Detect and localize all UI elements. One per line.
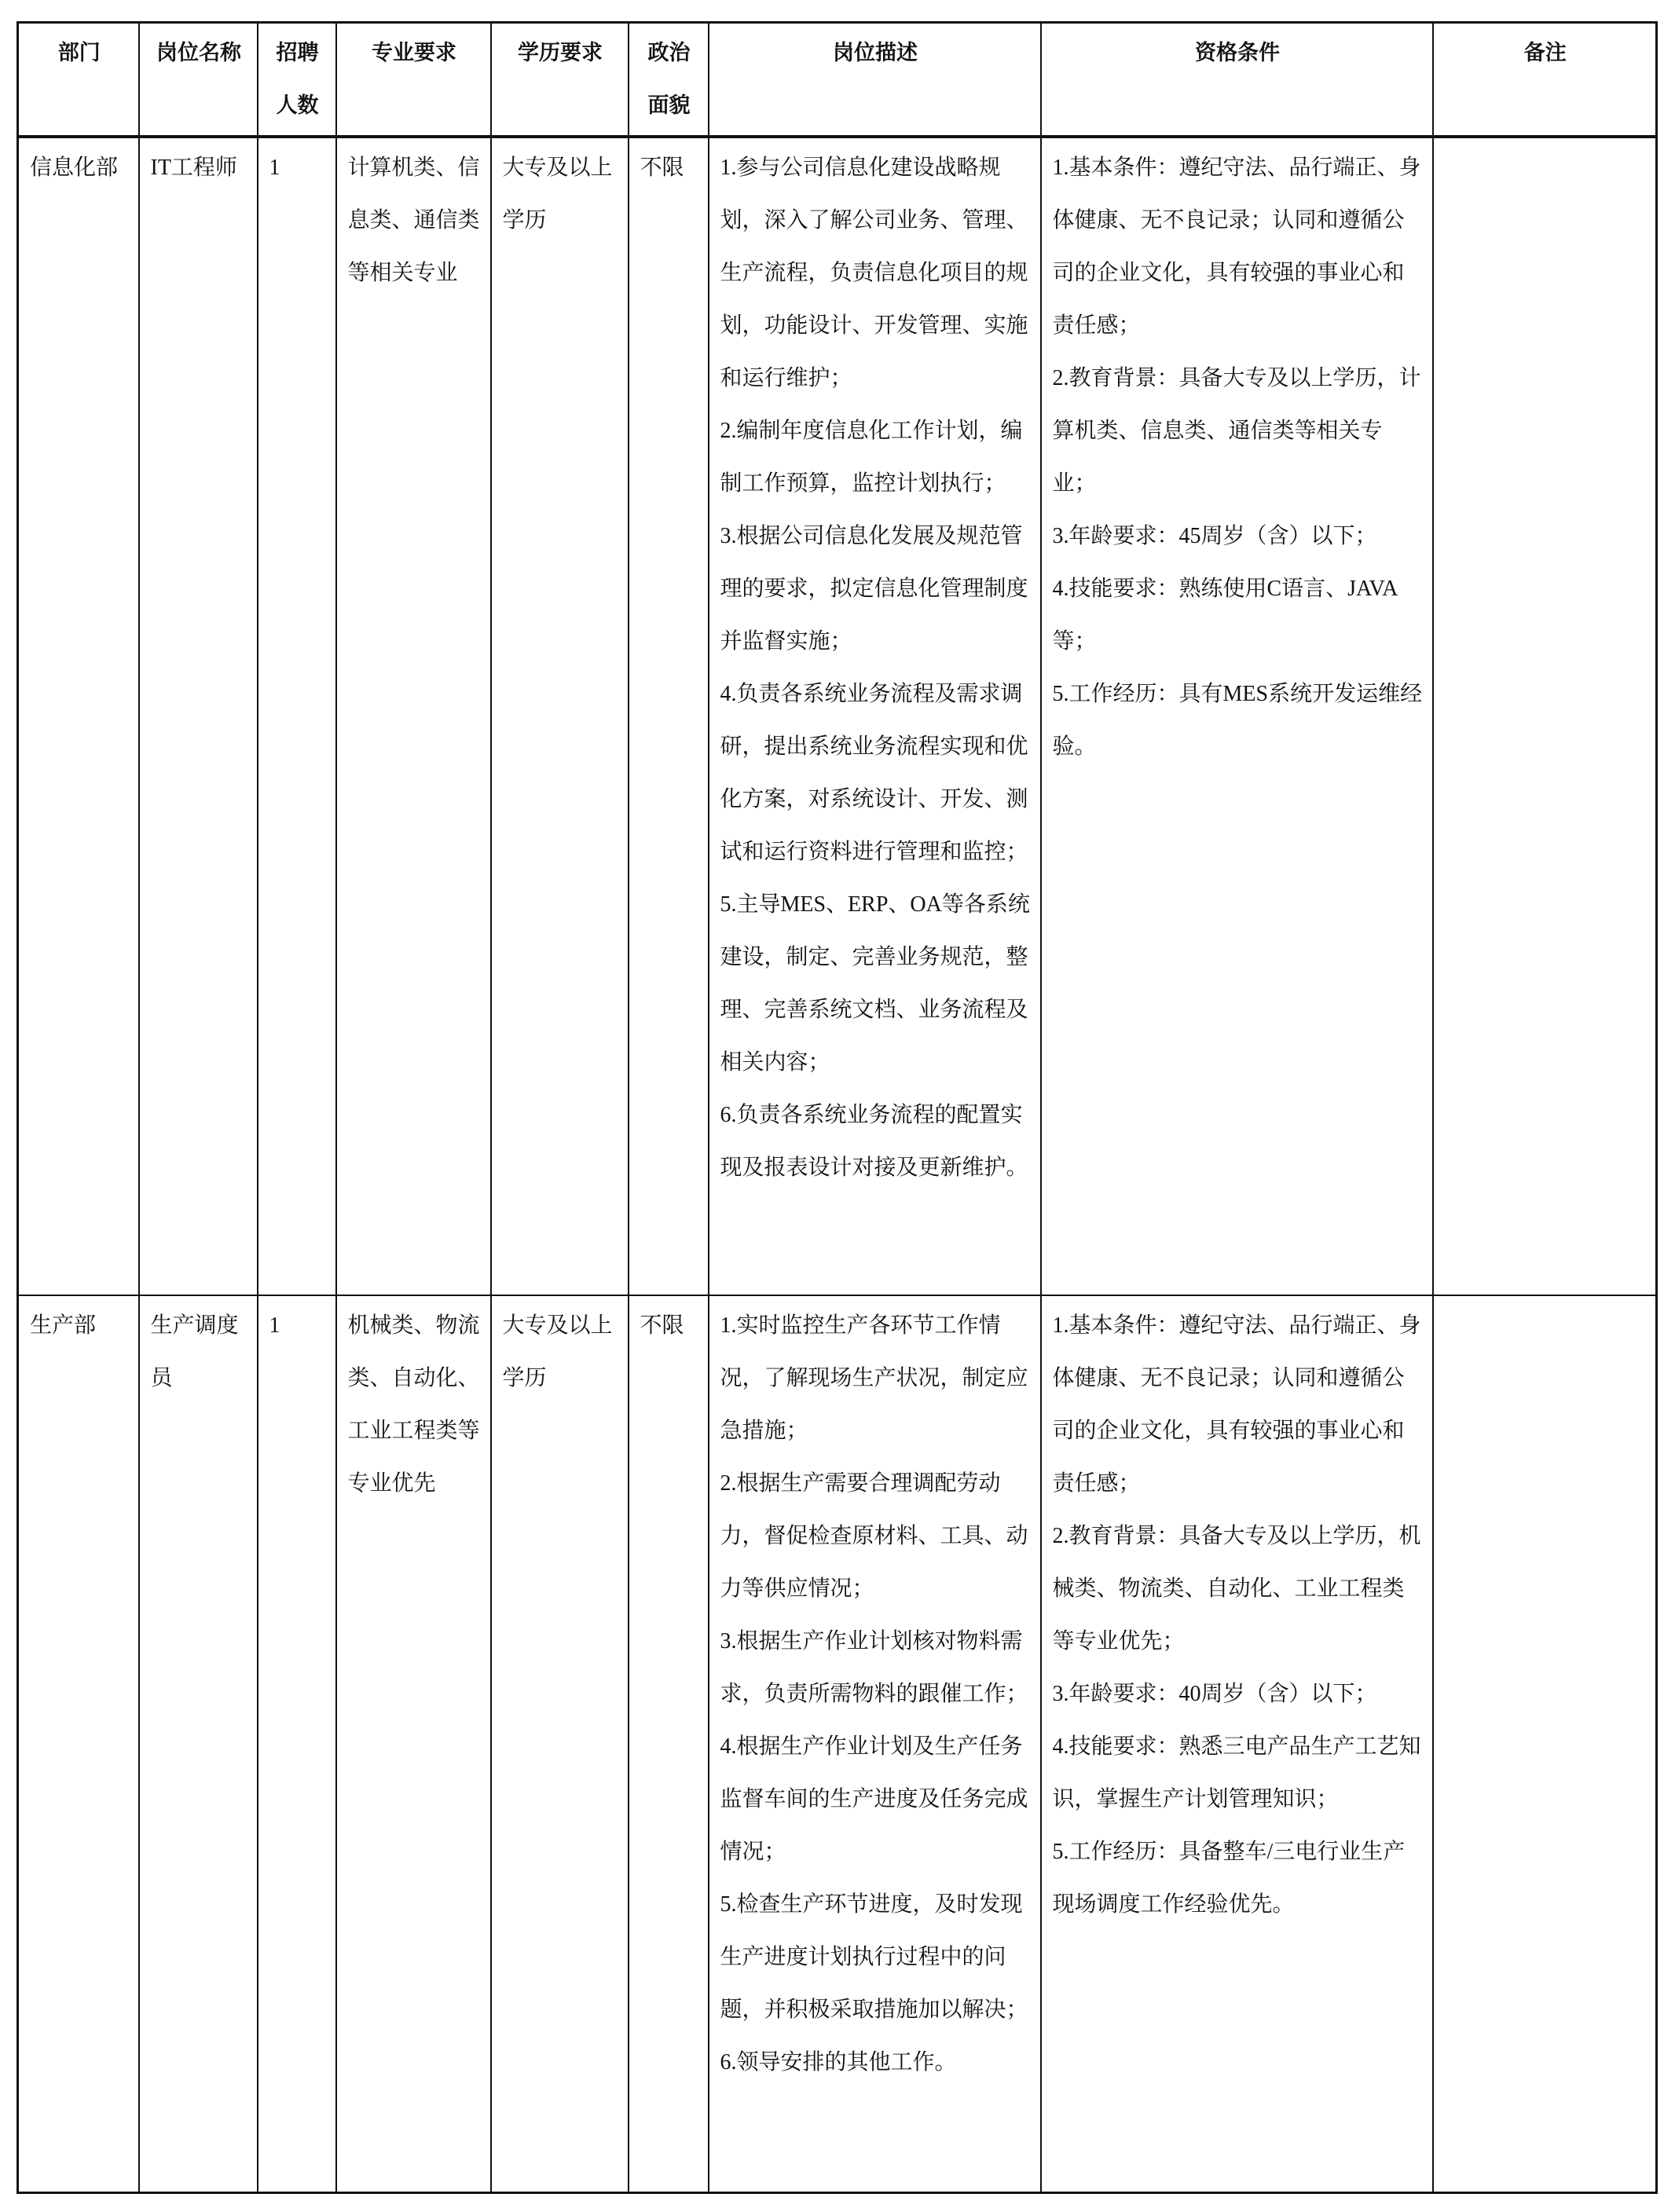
cell-description xyxy=(709,137,1041,1295)
description-item: 6.领导安排的其他工作。 xyxy=(720,2050,957,2075)
qualification-item: 1.基本条件：遵纪守法、品行端正、身体健康、无不良记录；认同和遵循公司的企业文化，具有较强的事业心和责任感； xyxy=(1052,1313,1421,1496)
cell-major: 机械类、物流类、自动化、工业工程类等专业优先 xyxy=(336,1295,491,2192)
cell-position: IT工程师 xyxy=(139,137,258,1295)
qualification-item: 4.技能要求：熟练使用C语言、JAVA等； xyxy=(1052,577,1398,654)
header-education: 学历要求 xyxy=(491,23,629,137)
cell-qualifications xyxy=(1041,1295,1433,2192)
qualification-item: 4.技能要求：熟悉三电产品生产工艺知识，掌握生产计划管理知识； xyxy=(1052,1734,1421,1811)
cell-remarks xyxy=(1433,1295,1657,2192)
cell-political: 不限 xyxy=(629,1295,709,2192)
cell-qualifications xyxy=(1041,137,1433,1295)
description-item: 5.检查生产环节进度，及时发现生产进度计划执行过程中的问题，并积极采取措施加以解决； xyxy=(720,1892,1028,2022)
cell-education: 大专及以上学历 xyxy=(491,137,629,1295)
cell-description xyxy=(709,1295,1041,2192)
description-item: 2.根据生产需要合理调配劳动力，督促检查原材料、工具、动力等供应情况； xyxy=(720,1471,1028,1601)
recruitment-table xyxy=(16,21,1658,2194)
description-item: 4.负责各系统业务流程及需求调研，提出系统业务流程实现和优化方案，对系统设计、开发、测试和运行资料进行管理和监控； xyxy=(720,682,1028,864)
cell-remarks xyxy=(1433,137,1657,1295)
cell-department: 信息化部 xyxy=(18,137,139,1295)
header-row xyxy=(18,23,1657,137)
cell-count: 1 xyxy=(258,1295,336,2192)
description-item: 1.实时监控生产各环节工作情况，了解现场生产状况，制定应急措施； xyxy=(720,1313,1028,1443)
header-position: 岗位名称 xyxy=(139,23,258,137)
description-item: 3.根据生产作业计划核对物料需求，负责所需物料的跟催工作； xyxy=(720,1629,1028,1706)
description-item: 6.负责各系统业务流程的配置实现及报表设计对接及更新维护。 xyxy=(720,1103,1028,1180)
qualification-item: 2.教育背景：具备大专及以上学历，计算机类、信息类、通信类等相关专业； xyxy=(1052,366,1421,496)
header-department: 部门 xyxy=(18,23,139,137)
qualification-item: 2.教育背景：具备大专及以上学历，机械类、物流类、自动化、工业工程类等专业优先； xyxy=(1052,1524,1421,1654)
qualification-item: 5.工作经历：具备整车/三电行业生产现场调度工作经验优先。 xyxy=(1052,1840,1406,1917)
cell-department: 生产部 xyxy=(18,1295,139,2192)
header-count: 招聘人数 xyxy=(258,23,336,137)
description-item: 4.根据生产作业计划及生产任务监督车间的生产进度及任务完成情况； xyxy=(720,1734,1028,1864)
description-item: 1.参与公司信息化建设战略规划，深入了解公司业务、管理、生产流程，负责信息化项目的规划，功能设计、开发管理、实施和运行维护； xyxy=(720,156,1028,390)
cell-political: 不限 xyxy=(629,137,709,1295)
header-remarks: 备注 xyxy=(1433,23,1657,137)
cell-education: 大专及以上学历 xyxy=(491,1295,629,2192)
qualification-item: 3.年龄要求：45周岁（含）以下； xyxy=(1052,524,1377,548)
cell-major: 计算机类、信息类、通信类等相关专业 xyxy=(336,137,491,1295)
description-item: 3.根据公司信息化发展及规范管理的要求，拟定信息化管理制度并监督实施； xyxy=(720,524,1028,654)
table-row xyxy=(18,1295,1657,2192)
cell-position: 生产调度员 xyxy=(139,1295,258,2192)
cell-count: 1 xyxy=(258,137,336,1295)
qualification-item: 1.基本条件：遵纪守法、品行端正、身体健康、无不良记录；认同和遵循公司的企业文化，具有较强的事业心和责任感； xyxy=(1052,156,1421,338)
header-description: 岗位描述 xyxy=(709,23,1041,137)
header-major: 专业要求 xyxy=(336,23,491,137)
header-qualifications: 资格条件 xyxy=(1041,23,1433,137)
description-item: 2.编制年度信息化工作计划，编制工作预算，监控计划执行； xyxy=(720,419,1023,496)
description-item: 5.主导MES、ERP、OA等各系统建设，制定、完善业务规范，整理、完善系统文档、业务流程及相关内容； xyxy=(720,892,1030,1075)
qualification-item: 5.工作经历：具有MES系统开发运维经验。 xyxy=(1052,682,1423,759)
header-political: 政治面貌 xyxy=(629,23,709,137)
table-row xyxy=(18,137,1657,1295)
qualification-item: 3.年龄要求：40周岁（含）以下； xyxy=(1052,1682,1377,1706)
